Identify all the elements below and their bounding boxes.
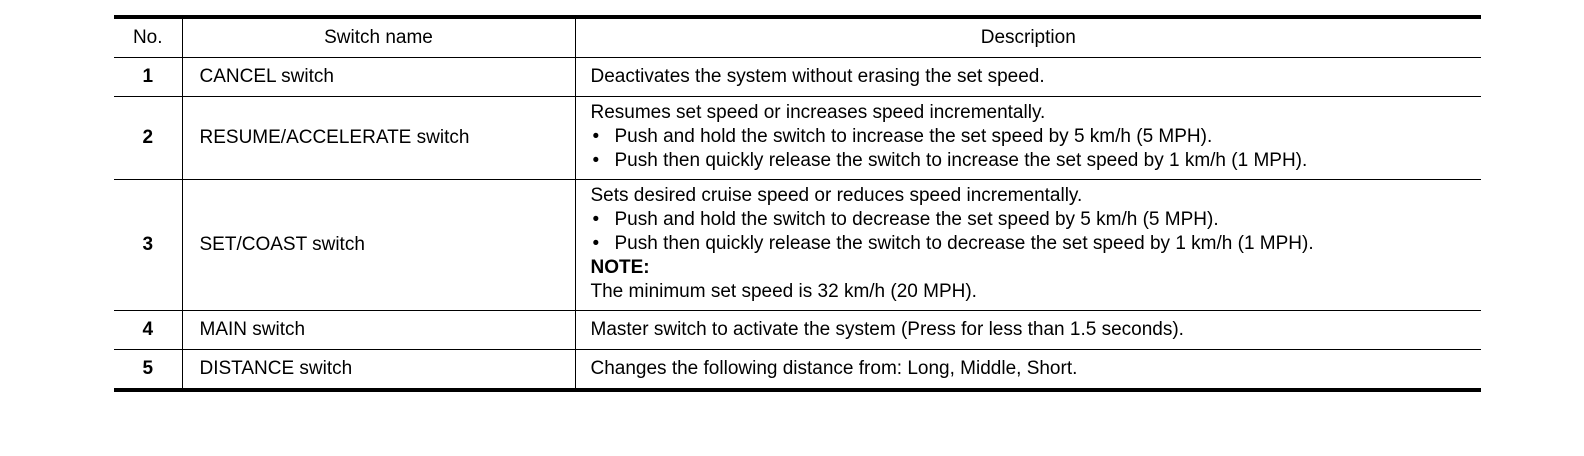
description-text: Changes the following distance from: Long, Middle, Short. [590,358,1078,379]
table-row [114,180,1481,311]
row-number: 5 [114,350,182,391]
row-number: 4 [114,311,182,350]
header-description: Description [575,17,1481,58]
description-text: Resumes set speed or increases speed incrementally. [590,102,1046,123]
header-switch-name: Switch name [182,17,575,58]
note-label: NOTE: [590,257,650,278]
table-row [114,97,1481,180]
bullet-icon: • [592,126,600,147]
description-text: Deactivates the system without erasing the set speed. [590,66,1045,87]
table-row [114,311,1481,350]
switch-name: CANCEL switch [182,58,575,97]
bullet-item [591,125,1476,149]
table-header-row [114,17,1481,58]
switch-name: DISTANCE switch [182,350,575,391]
description-text: Sets desired cruise speed or reduces speed incrementally. [590,185,1083,206]
bullet-text: Push and hold the switch to decrease the set speed by 5 km/h (5 MPH). [614,209,1219,230]
bullet-item [591,208,1476,232]
switch-name: RESUME/ACCELERATE switch [182,97,575,180]
description-text: Master switch to activate the system (Press for less than 1.5 seconds). [590,319,1184,340]
switch-description-table [114,15,1481,392]
row-number: 3 [114,180,182,311]
bullet-icon: • [592,233,600,254]
switch-description [575,350,1481,391]
bullet-text: Push and hold the switch to increase the set speed by 5 km/h (5 MPH). [614,126,1213,147]
header-no: No. [114,17,182,58]
row-number: 1 [114,58,182,97]
row-number: 2 [114,97,182,180]
switch-name: SET/COAST switch [182,180,575,311]
bullet-item [591,149,1476,173]
note-text: The minimum set speed is 32 km/h (20 MPH). [590,281,977,302]
bullet-text: Push then quickly release the switch to increase the set speed by 1 km/h (1 MPH). [614,150,1308,171]
switch-description [575,97,1481,180]
switch-description [575,311,1481,350]
table-row [114,350,1481,391]
bullet-text: Push then quickly release the switch to decrease the set speed by 1 km/h (1 MPH). [614,233,1314,254]
bullet-icon: • [592,150,600,171]
table-row [114,58,1481,97]
switch-description [575,180,1481,311]
switch-name: MAIN switch [182,311,575,350]
bullet-icon: • [592,209,600,230]
bullet-item [591,232,1476,256]
switch-description [575,58,1481,97]
